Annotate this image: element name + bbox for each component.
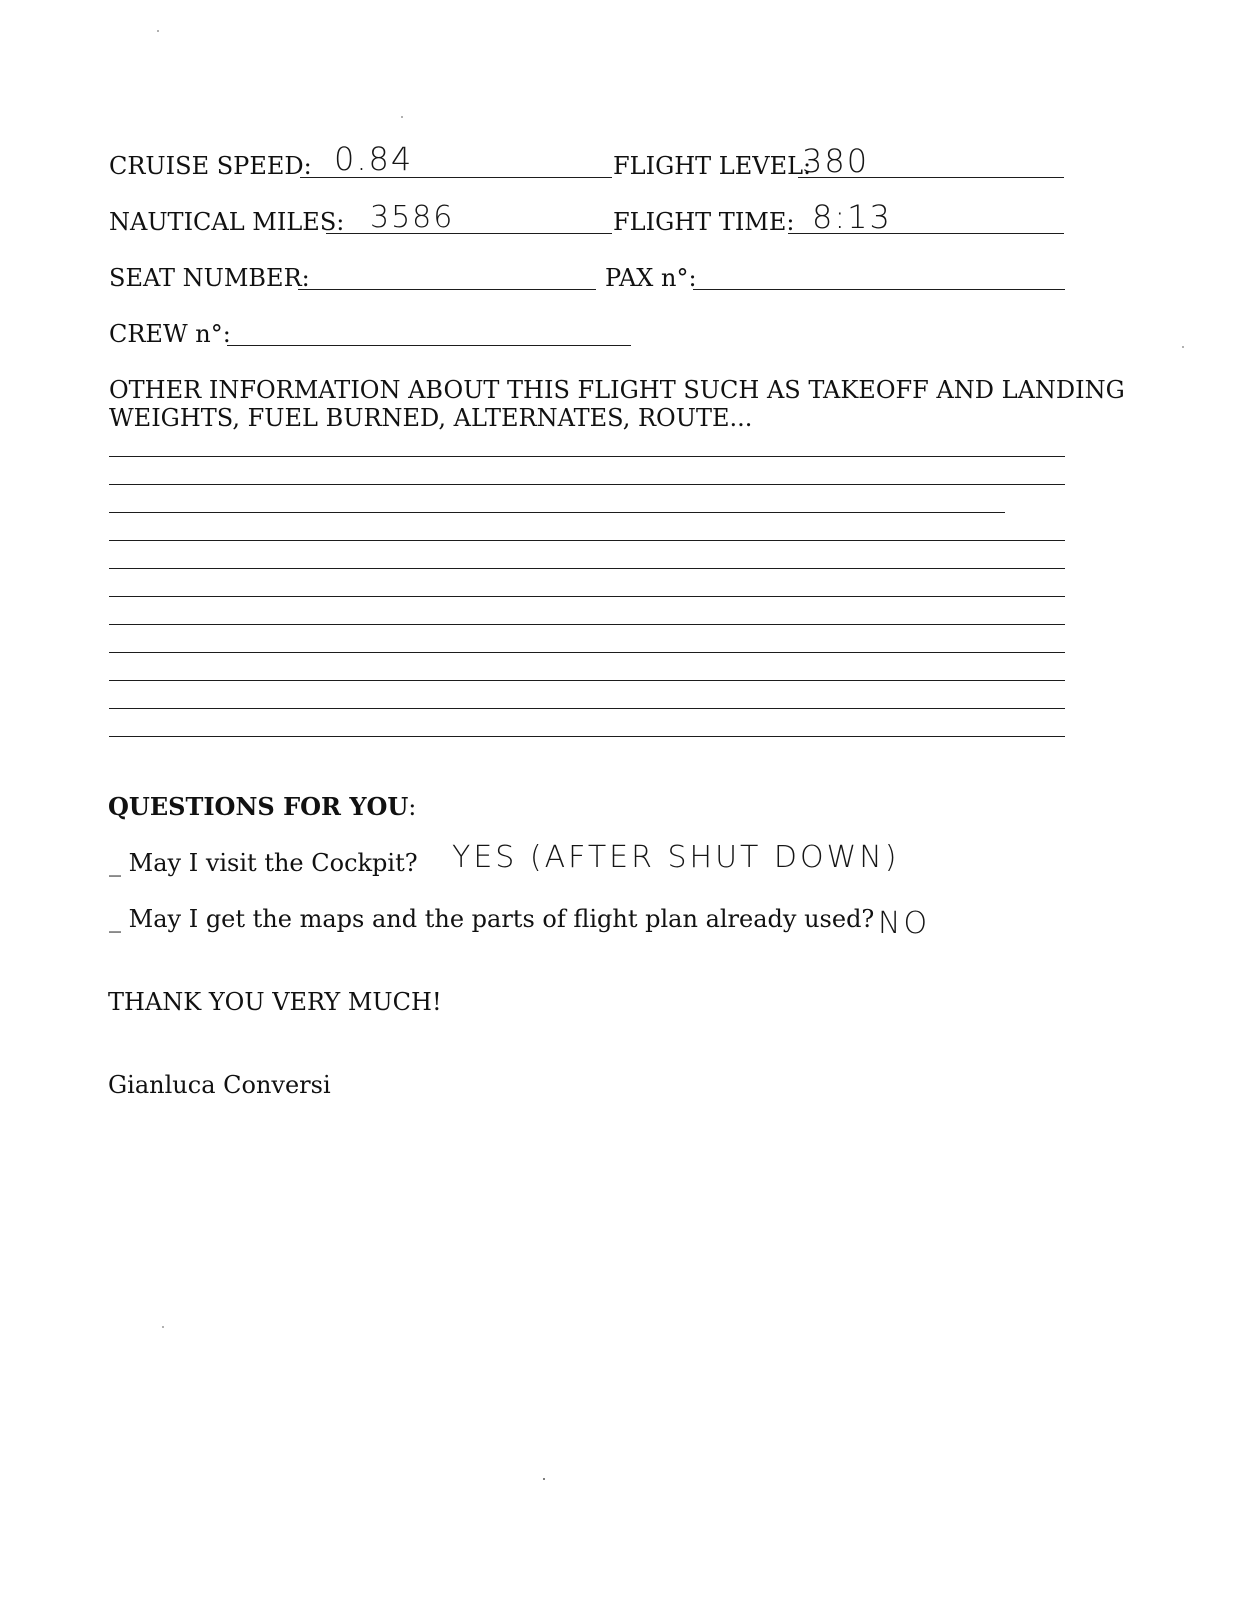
question-1-prefix: _ <box>109 849 121 877</box>
flight-level-label: FLIGHT LEVEL: <box>613 152 812 180</box>
flight-time-value[interactable]: 8:13 <box>812 198 892 236</box>
question-1 <box>109 851 418 875</box>
crew-line[interactable] <box>227 345 631 346</box>
scan-speck <box>157 30 159 32</box>
signature-name: Gianluca Conversi <box>108 1071 331 1099</box>
question-1-text: May I visit the Cockpit? <box>128 849 418 877</box>
nautical-miles-value[interactable]: 3586 <box>370 200 455 235</box>
other-info-line[interactable] <box>109 456 1065 457</box>
pax-line[interactable] <box>693 289 1065 290</box>
other-info-line[interactable] <box>109 652 1065 653</box>
flight-level-value[interactable]: 380 <box>802 142 870 180</box>
other-info-line[interactable] <box>109 736 1065 737</box>
questions-heading-wrap <box>108 792 417 821</box>
crew-label: CREW n°: <box>109 320 231 348</box>
other-info-label-line1: OTHER INFORMATION ABOUT THIS FLIGHT SUCH AS TAKEOFF AND LANDING <box>109 376 1125 404</box>
questions-heading-colon: : <box>408 793 417 821</box>
other-info-line[interactable] <box>109 596 1065 597</box>
nautical-miles-label: NAUTICAL MILES: <box>109 208 345 236</box>
other-info-line[interactable] <box>109 512 1005 513</box>
question-2-answer[interactable]: NO <box>878 906 931 941</box>
scan-speck <box>162 1326 164 1328</box>
other-info-line[interactable] <box>109 568 1065 569</box>
other-info-line[interactable] <box>109 540 1065 541</box>
pax-label: PAX n°: <box>605 264 697 292</box>
other-info-label-line2: WEIGHTS, FUEL BURNED, ALTERNATES, ROUTE... <box>109 404 753 432</box>
scan-speck <box>401 116 403 118</box>
scan-speck <box>1182 346 1184 348</box>
question-2 <box>109 907 874 931</box>
cruise-speed-value[interactable]: 0.84 <box>334 140 414 178</box>
scan-speck <box>543 1478 545 1480</box>
flight-time-label: FLIGHT TIME: <box>613 208 795 236</box>
seat-number-line[interactable] <box>298 289 596 290</box>
other-info-line[interactable] <box>109 624 1065 625</box>
other-info-line[interactable] <box>109 708 1065 709</box>
question-2-text: May I get the maps and the parts of flight plan already used? <box>128 905 875 933</box>
other-info-line[interactable] <box>109 484 1065 485</box>
question-1-answer[interactable]: YES (AFTER SHUT DOWN) <box>452 840 900 875</box>
questions-heading: QUESTIONS FOR YOU <box>108 792 409 821</box>
other-info-line[interactable] <box>109 680 1065 681</box>
closing-text: THANK YOU VERY MUCH! <box>108 988 442 1016</box>
seat-number-label: SEAT NUMBER: <box>109 264 310 292</box>
cruise-speed-label: CRUISE SPEED: <box>109 152 312 180</box>
question-2-prefix: _ <box>109 905 121 933</box>
nautical-miles-line <box>326 233 612 234</box>
